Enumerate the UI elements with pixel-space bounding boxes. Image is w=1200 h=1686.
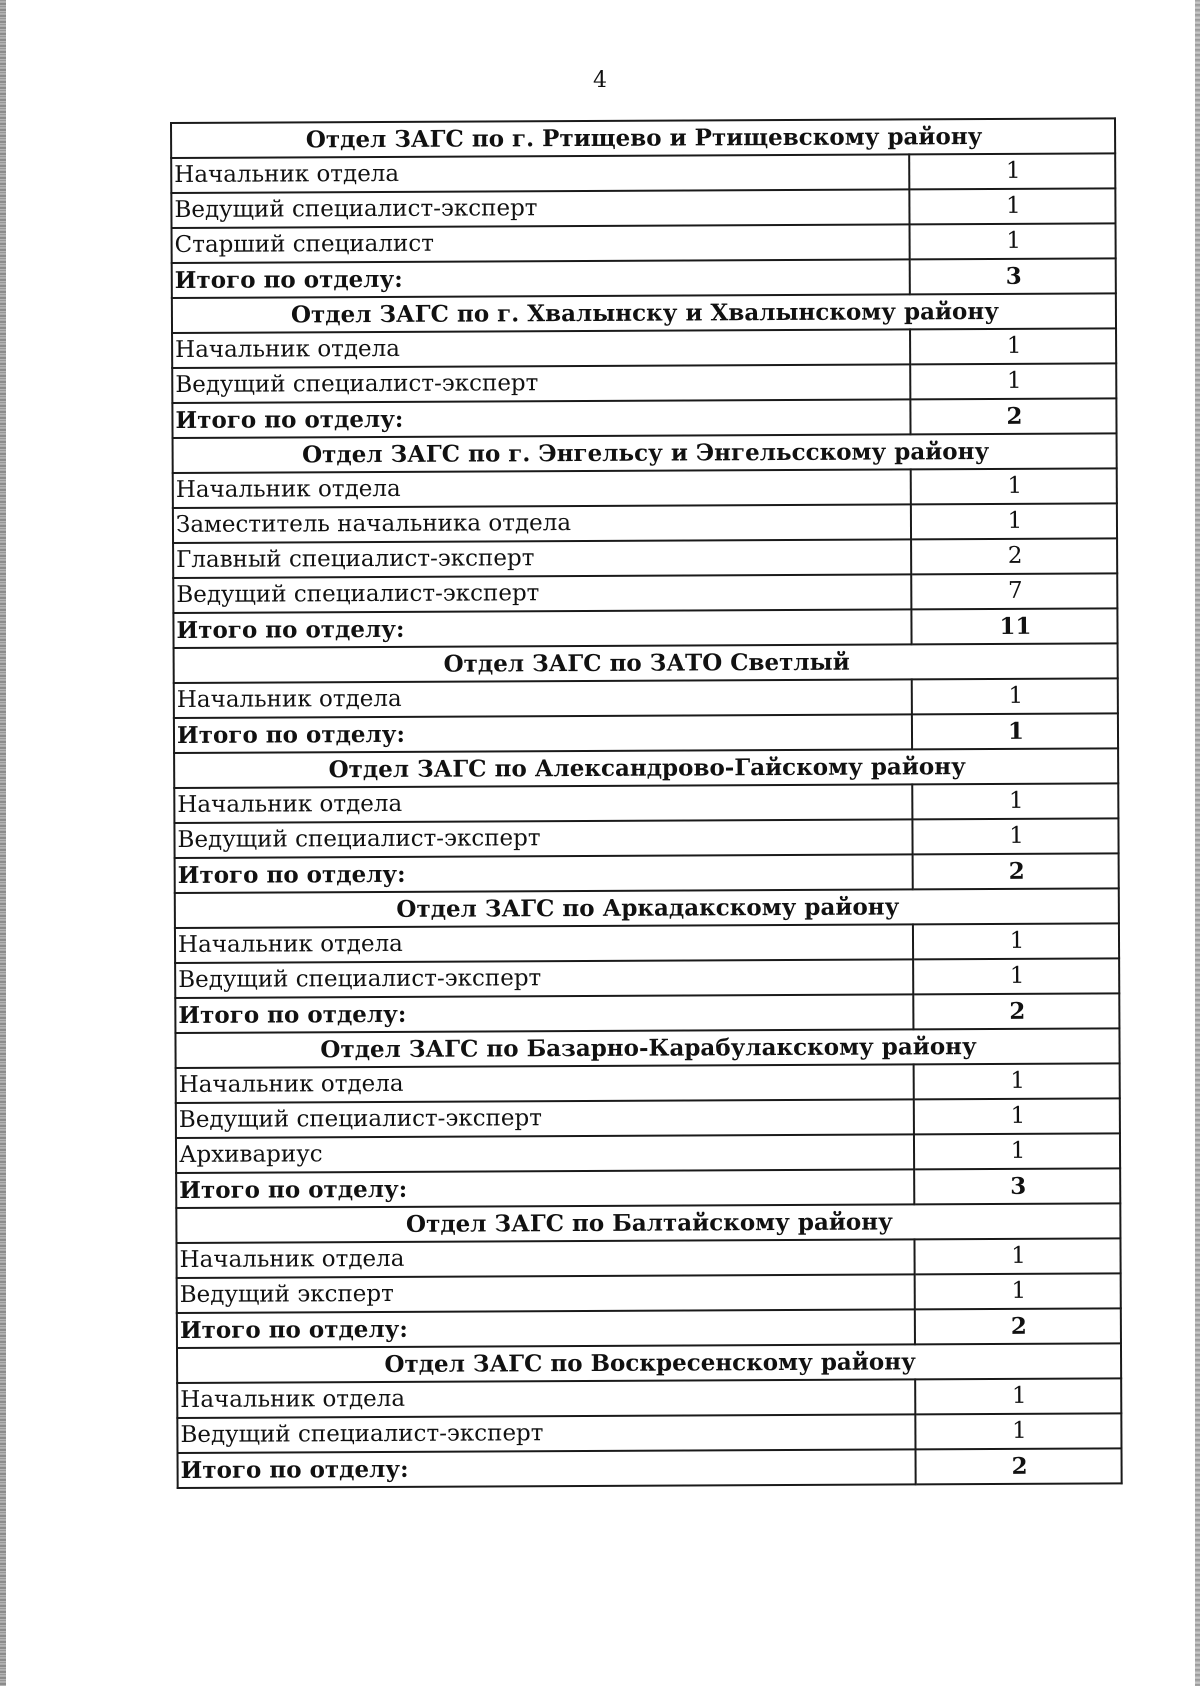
page-number: 4	[593, 68, 607, 93]
position-name: Ведущий специалист-эксперт	[175, 959, 913, 998]
position-name: Архивариус	[176, 1134, 914, 1173]
department-title: Отдел ЗАГС по г. Хвалынску и Хвалынскому району	[172, 293, 1116, 333]
position-count: 1	[915, 1273, 1121, 1309]
total-count: 3	[910, 258, 1116, 294]
position-count: 1	[910, 223, 1116, 259]
table-row	[176, 1133, 1120, 1173]
department-total-row	[177, 1308, 1121, 1348]
department-title: Отдел ЗАГС по Александрово-Гайскому району	[174, 748, 1118, 788]
department-total-row	[172, 398, 1116, 438]
position-count: 1	[913, 923, 1119, 959]
position-count: 1	[910, 363, 1116, 399]
position-count: 1	[911, 503, 1117, 539]
department-total-row	[172, 258, 1116, 298]
table-row	[173, 503, 1117, 543]
total-label: Итого по отделу:	[172, 399, 910, 438]
table-row	[173, 468, 1117, 508]
department-total-row	[176, 1168, 1120, 1208]
department-title: Отдел ЗАГС по Аркадакскому району	[175, 888, 1119, 928]
position-name: Ведущий специалист-эксперт	[176, 1099, 914, 1138]
department-total-row	[173, 608, 1117, 648]
position-name: Ведущий эксперт	[177, 1274, 915, 1313]
position-count: 1	[912, 818, 1118, 854]
position-count: 1	[915, 1378, 1121, 1414]
position-name: Старший специалист	[172, 224, 910, 263]
position-count: 1	[914, 1238, 1120, 1274]
table-row	[176, 1238, 1120, 1278]
table-row	[172, 363, 1116, 403]
department-header-row	[175, 888, 1119, 928]
table-row	[177, 1273, 1121, 1313]
total-label: Итого по отделу:	[175, 854, 913, 893]
position-name: Главный специалист-эксперт	[173, 539, 911, 578]
position-count: 1	[909, 153, 1115, 189]
department-title: Отдел ЗАГС по г. Энгельсу и Энгельсскому району	[173, 433, 1117, 473]
department-title: Отдел ЗАГС по Балтайскому району	[176, 1203, 1120, 1243]
table-row	[171, 188, 1115, 228]
department-header-row	[173, 433, 1117, 473]
position-name: Ведущий специалист-эксперт	[173, 574, 911, 613]
position-name: Заместитель начальника отдела	[173, 504, 911, 543]
position-name: Начальник отдела	[176, 1064, 914, 1103]
scan-edge-right	[1195, 0, 1200, 1686]
table-row	[171, 153, 1115, 193]
position-name: Ведущий специалист-эксперт	[171, 189, 909, 228]
position-count: 1	[912, 678, 1118, 714]
total-label: Итого по отделу:	[178, 1449, 916, 1488]
position-name: Начальник отдела	[172, 329, 910, 368]
department-header-row	[171, 118, 1115, 158]
department-header-row	[174, 643, 1118, 683]
position-name: Начальник отдела	[176, 1239, 914, 1278]
table-row	[174, 818, 1118, 858]
position-count: 1	[915, 1413, 1121, 1449]
department-header-row	[175, 1028, 1119, 1068]
total-count: 1	[912, 713, 1118, 749]
department-header-row	[172, 293, 1116, 333]
position-count: 1	[912, 783, 1118, 819]
total-count: 2	[910, 398, 1116, 434]
position-count: 1	[914, 1098, 1120, 1134]
position-name: Начальник отдела	[177, 1379, 915, 1418]
position-count: 1	[914, 1133, 1120, 1169]
scan-edge-left	[0, 0, 6, 1686]
total-label: Итого по отделу:	[172, 259, 910, 298]
department-title: Отдел ЗАГС по Базарно-Карабулакскому району	[175, 1028, 1119, 1068]
department-total-row	[178, 1448, 1122, 1488]
position-count: 1	[910, 328, 1116, 364]
position-count: 1	[911, 468, 1117, 504]
department-total-row	[174, 713, 1118, 753]
position-name: Ведущий специалист-эксперт	[177, 1414, 915, 1453]
table-row	[177, 1378, 1121, 1418]
total-label: Итого по отделу:	[177, 1309, 915, 1348]
table-row	[176, 1063, 1120, 1103]
position-count: 2	[911, 538, 1117, 574]
total-count: 2	[915, 1308, 1121, 1344]
department-header-row	[177, 1343, 1121, 1383]
table-row	[173, 573, 1117, 613]
table-row	[172, 328, 1116, 368]
department-total-row	[175, 993, 1119, 1033]
table-row	[172, 223, 1116, 263]
table-row	[175, 958, 1119, 998]
staffing-table-body	[171, 118, 1122, 1488]
table-row	[177, 1413, 1121, 1453]
total-label: Итого по отделу:	[173, 609, 911, 648]
position-count: 7	[911, 573, 1117, 609]
total-count: 2	[913, 853, 1119, 889]
department-total-row	[175, 853, 1119, 893]
position-name: Начальник отдела	[171, 154, 909, 193]
department-header-row	[176, 1203, 1120, 1243]
position-name: Ведущий специалист-эксперт	[174, 819, 912, 858]
table-row	[174, 783, 1118, 823]
total-count: 2	[913, 993, 1119, 1029]
position-count: 1	[909, 188, 1115, 224]
table-row	[176, 1098, 1120, 1138]
total-count: 2	[915, 1448, 1121, 1484]
position-count: 1	[913, 958, 1119, 994]
staffing-table	[170, 117, 1123, 1489]
department-title: Отдел ЗАГС по Воскресенскому району	[177, 1343, 1121, 1383]
department-title: Отдел ЗАГС по ЗАТО Светлый	[174, 643, 1118, 683]
total-count: 3	[914, 1168, 1120, 1204]
position-name: Начальник отдела	[173, 469, 911, 508]
position-count: 1	[914, 1063, 1120, 1099]
position-name: Начальник отдела	[174, 784, 912, 823]
table-row	[175, 923, 1119, 963]
department-header-row	[174, 748, 1118, 788]
total-label: Итого по отделу:	[174, 714, 912, 753]
table-row	[174, 678, 1118, 718]
total-count: 11	[911, 608, 1117, 644]
department-title: Отдел ЗАГС по г. Ртищево и Ртищевскому району	[171, 118, 1115, 158]
position-name: Ведущий специалист-эксперт	[172, 364, 910, 403]
table-row	[173, 538, 1117, 578]
position-name: Начальник отдела	[174, 679, 912, 718]
position-name: Начальник отдела	[175, 924, 913, 963]
total-label: Итого по отделу:	[175, 994, 913, 1033]
total-label: Итого по отделу:	[176, 1169, 914, 1208]
